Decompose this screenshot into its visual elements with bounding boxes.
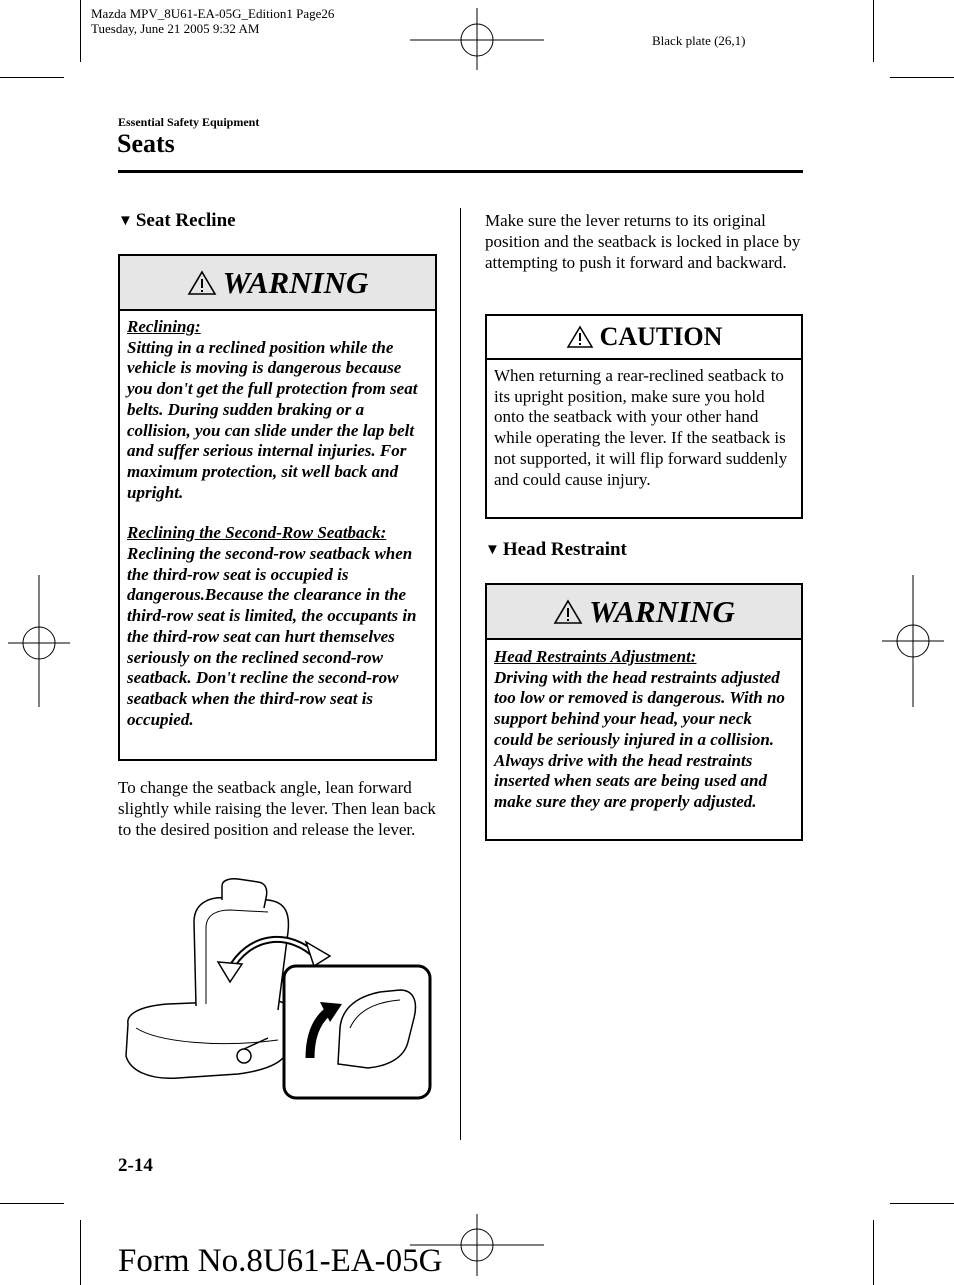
registration-mark-left xyxy=(8,575,70,707)
warning-item-text: Driving with the head restraints adjusted too low or removed is dangerous. With no support behind your head, your neck could be seriously injured in a collision. Always drive with the head restraints inserted when seats are being used and make sure they are properly adjusted. xyxy=(494,667,785,811)
title-rule xyxy=(118,170,803,173)
warning-item-text: Sitting in a reclined position while the vehicle is moving is dangerous because you don't get the full protection from seat belts. During sudden braking or a collision, you can slide under the lap belt and suffer serious internal injuries. For maximum protection, sit well back and upright. xyxy=(127,337,418,502)
warning-item-heading: Reclining the Second-Row Seatback: xyxy=(127,523,387,543)
crop-mark xyxy=(890,77,954,78)
subheading-label: Head Restraint xyxy=(502,539,627,560)
subheading-head-restraint xyxy=(485,539,627,561)
crop-mark xyxy=(0,77,64,78)
warning-header xyxy=(120,256,435,311)
warning-body xyxy=(120,311,435,730)
caution-header xyxy=(487,316,801,360)
warning-triangle-icon xyxy=(566,325,594,349)
crop-mark xyxy=(873,1220,874,1285)
subheading-label: Seat Recline xyxy=(135,210,236,231)
subheading-seat-recline xyxy=(118,210,236,232)
crop-mark xyxy=(80,1220,81,1285)
intro-text: Make sure the lever returns to its original position and the seatback is locked in place by attempting to push it forward and backward. xyxy=(485,211,801,272)
warning-box-head-restraint xyxy=(485,583,803,841)
crop-mark xyxy=(890,1203,954,1204)
form-number: Form No.8U61-EA-05G xyxy=(118,1243,443,1279)
warning-triangle-icon xyxy=(553,599,583,625)
instruction-text: To change the seatback angle, lean forward slightly while raising the lever. Then lean back to the desired position and release the lever. xyxy=(118,778,436,839)
crop-mark xyxy=(80,0,81,62)
warning-body xyxy=(487,640,801,813)
warning-item-text: Reclining the second-row seatback when the third-row seat is occupied is dangerous.Because the clearance in the third-row seat is limited, the occupants in the third-row seat can hurt themselves seriously on the reclined second-row seatback. Don't recline the second-row seatback when the third-row seat is occupied. xyxy=(127,544,417,729)
date-line: Tuesday, June 21 2005 9:32 AM xyxy=(91,21,260,36)
warning-title: WARNING xyxy=(589,593,735,629)
warning-header xyxy=(487,585,801,640)
print-meta xyxy=(91,6,334,36)
down-triangle-icon: ▼ xyxy=(485,541,500,558)
section-label: Essential Safety Equipment xyxy=(118,115,260,129)
column-divider xyxy=(460,208,461,1140)
registration-mark-right xyxy=(882,575,944,707)
registration-mark-top xyxy=(410,8,544,70)
down-triangle-icon: ▼ xyxy=(118,212,133,229)
warning-item-heading: Reclining: xyxy=(127,317,201,336)
warning-title: WARNING xyxy=(222,264,369,300)
caution-body: When returning a rear-reclined seatback to its upright position, make sure you hold onto the seatback with your other hand while operating the lever. If the seatback is not supported, it will flip forward suddenly and could cause injury. xyxy=(494,366,788,489)
page-number: 2-14 xyxy=(118,1155,153,1176)
crop-mark xyxy=(0,1203,64,1204)
caution-title: CAUTION xyxy=(599,322,723,351)
warning-triangle-icon xyxy=(187,270,217,296)
page-title: Seats xyxy=(117,129,175,158)
seat-recline-lever-illustration xyxy=(118,878,436,1103)
warning-box-recline xyxy=(118,254,437,761)
caution-box xyxy=(485,314,803,519)
file-line: Mazda MPV_8U61-EA-05G_Edition1 Page26 xyxy=(91,6,335,21)
warning-item-heading: Head Restraints Adjustment: xyxy=(494,647,697,666)
crop-mark xyxy=(873,0,874,62)
plate-label: Black plate (26,1) xyxy=(652,33,746,48)
